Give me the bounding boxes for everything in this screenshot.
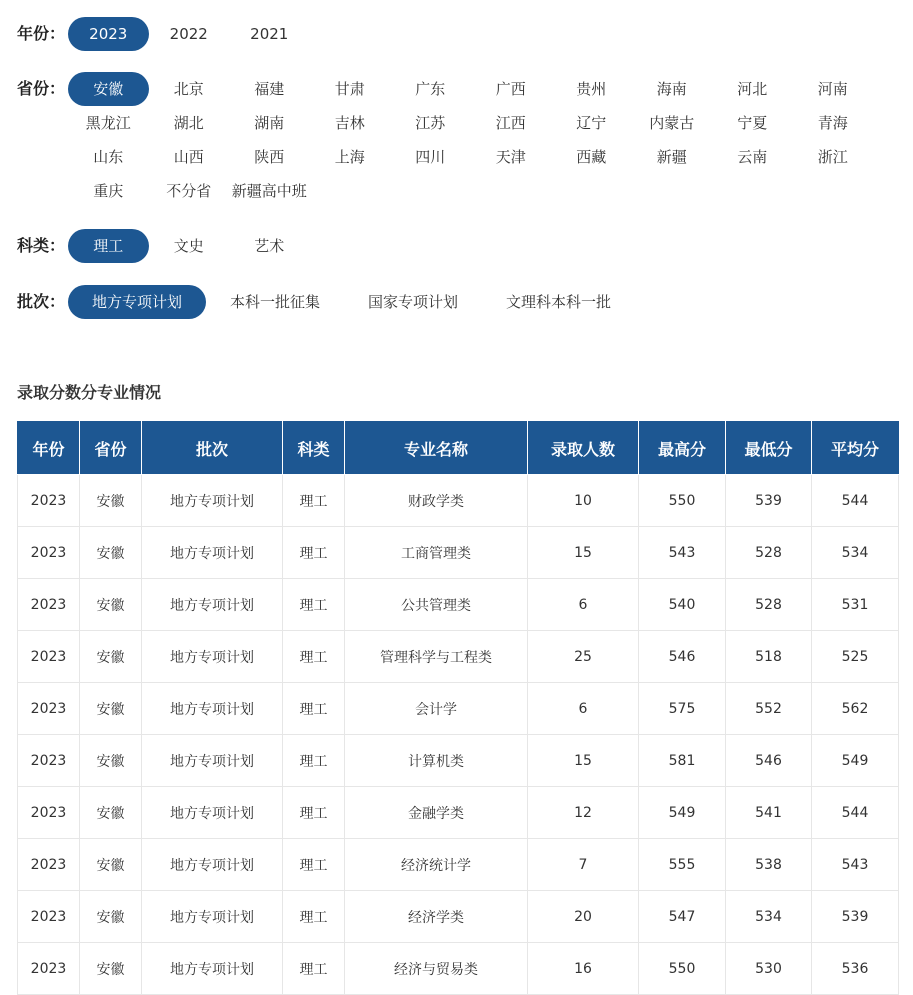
table-cell: 16	[528, 943, 639, 995]
table-cell: 理工	[283, 579, 345, 631]
table-cell: 550	[639, 475, 726, 527]
table-cell: 公共管理类	[345, 579, 528, 631]
table-cell: 理工	[283, 839, 345, 891]
year-option[interactable]: 2022	[169, 25, 208, 43]
table-cell: 2023	[18, 683, 80, 735]
province-option[interactable]: 河北	[737, 80, 768, 98]
table-cell: 2023	[18, 943, 80, 995]
table-cell: 539	[812, 891, 899, 943]
table-cell: 理工	[283, 943, 345, 995]
table-cell: 理工	[283, 631, 345, 683]
province-option[interactable]: 山东	[93, 148, 124, 166]
batch-option[interactable]: 国家专项计划	[368, 293, 459, 311]
table-cell: 549	[639, 787, 726, 839]
table-cell: 25	[528, 631, 639, 683]
province-option[interactable]: 新疆	[656, 148, 687, 166]
province-option[interactable]: 新疆高中班	[231, 182, 307, 200]
table-cell: 管理科学与工程类	[345, 631, 528, 683]
table-row	[18, 475, 899, 527]
province-option[interactable]: 青海	[817, 114, 848, 132]
batch-filter	[17, 285, 897, 319]
score-table	[17, 421, 899, 995]
table-cell: 547	[639, 891, 726, 943]
province-option[interactable]: 山西	[173, 148, 204, 166]
category-option[interactable]: 文史	[173, 237, 204, 255]
table-cell: 安徽	[80, 683, 142, 735]
table-cell: 541	[726, 787, 812, 839]
province-option[interactable]: 西藏	[576, 148, 607, 166]
table-cell: 经济与贸易类	[345, 943, 528, 995]
table-cell: 12	[528, 787, 639, 839]
table-cell: 534	[726, 891, 812, 943]
province-option[interactable]: 上海	[334, 148, 365, 166]
table-cell: 581	[639, 735, 726, 787]
table-cell: 530	[726, 943, 812, 995]
table-cell: 10	[528, 475, 639, 527]
table-cell: 财政学类	[345, 475, 528, 527]
province-option[interactable]: 宁夏	[737, 114, 768, 132]
table-cell: 安徽	[80, 787, 142, 839]
table-cell: 543	[812, 839, 899, 891]
table-cell: 计算机类	[345, 735, 528, 787]
section-title: 录取分数分专业情况	[17, 383, 162, 402]
table-cell: 2023	[18, 839, 80, 891]
table-cell: 518	[726, 631, 812, 683]
table-cell: 575	[639, 683, 726, 735]
province-option[interactable]: 不分省	[166, 182, 212, 200]
table-row	[18, 787, 899, 839]
table-cell: 安徽	[80, 839, 142, 891]
province-option[interactable]: 内蒙古	[649, 114, 695, 132]
table-cell: 安徽	[80, 735, 142, 787]
table-cell: 562	[812, 683, 899, 735]
table-cell: 安徽	[80, 579, 142, 631]
table-cell: 地方专项计划	[142, 683, 283, 735]
column-header: 平均分	[812, 422, 899, 475]
province-option[interactable]: 四川	[415, 148, 446, 166]
table-row	[18, 891, 899, 943]
table-cell: 544	[812, 787, 899, 839]
category-option[interactable]: 理工	[68, 229, 149, 263]
province-option[interactable]: 福建	[254, 80, 285, 98]
province-filter-label: 省份：	[17, 79, 66, 98]
table-row	[18, 527, 899, 579]
table-cell: 地方专项计划	[142, 839, 283, 891]
table-cell: 理工	[283, 475, 345, 527]
province-option[interactable]: 安徽	[68, 72, 149, 106]
table-cell: 安徽	[80, 475, 142, 527]
table-cell: 538	[726, 839, 812, 891]
province-option[interactable]: 广西	[495, 80, 526, 98]
batch-filter-label: 批次：	[17, 292, 66, 311]
table-body	[18, 475, 899, 995]
table-cell: 经济学类	[345, 891, 528, 943]
table-cell: 2023	[18, 891, 80, 943]
table-cell: 528	[726, 527, 812, 579]
province-option[interactable]: 浙江	[817, 148, 848, 166]
province-option[interactable]: 重庆	[93, 182, 124, 200]
category-option[interactable]: 艺术	[254, 237, 285, 255]
table-cell: 地方专项计划	[142, 943, 283, 995]
table-row	[18, 579, 899, 631]
table-cell: 会计学	[345, 683, 528, 735]
year-options	[68, 17, 897, 51]
column-header: 专业名称	[345, 422, 528, 475]
table-cell: 理工	[283, 683, 345, 735]
table-cell: 525	[812, 631, 899, 683]
batch-option[interactable]: 文理科本科一批	[506, 293, 612, 311]
table-cell: 15	[528, 527, 639, 579]
table-cell: 546	[639, 631, 726, 683]
column-header: 批次	[142, 422, 283, 475]
table-header-row	[18, 422, 899, 475]
table-cell: 552	[726, 683, 812, 735]
table-row	[18, 631, 899, 683]
table-cell: 2023	[18, 527, 80, 579]
year-option[interactable]: 2021	[250, 25, 289, 43]
table-cell: 546	[726, 735, 812, 787]
table-cell: 经济统计学	[345, 839, 528, 891]
table-cell: 地方专项计划	[142, 891, 283, 943]
year-filter-label: 年份：	[17, 24, 66, 43]
column-header: 省份	[80, 422, 142, 475]
province-option[interactable]: 海南	[656, 80, 687, 98]
batch-options	[68, 285, 897, 319]
column-header: 年份	[18, 422, 80, 475]
table-cell: 2023	[18, 631, 80, 683]
province-option[interactable]: 陕西	[254, 148, 285, 166]
table-cell: 6	[528, 579, 639, 631]
table-cell: 安徽	[80, 527, 142, 579]
table-cell: 549	[812, 735, 899, 787]
province-option[interactable]: 甘肃	[334, 80, 365, 98]
table-cell: 地方专项计划	[142, 475, 283, 527]
table-cell: 534	[812, 527, 899, 579]
province-option[interactable]: 辽宁	[576, 114, 607, 132]
column-header: 最低分	[726, 422, 812, 475]
table-row	[18, 943, 899, 995]
province-option[interactable]: 吉林	[334, 114, 365, 132]
table-cell: 安徽	[80, 631, 142, 683]
table-row	[18, 735, 899, 787]
table-cell: 20	[528, 891, 639, 943]
table-cell: 地方专项计划	[142, 527, 283, 579]
province-filter	[17, 72, 897, 208]
table-cell: 金融学类	[345, 787, 528, 839]
table-cell: 528	[726, 579, 812, 631]
province-option[interactable]: 湖北	[173, 114, 204, 132]
province-option[interactable]: 湖南	[254, 114, 285, 132]
province-option[interactable]: 云南	[737, 148, 768, 166]
province-option[interactable]: 黑龙江	[85, 114, 131, 132]
year-option[interactable]: 2023	[68, 17, 149, 51]
column-header: 最高分	[639, 422, 726, 475]
batch-option[interactable]: 地方专项计划	[68, 285, 206, 319]
table-row	[18, 683, 899, 735]
column-header: 录取人数	[528, 422, 639, 475]
table-cell: 555	[639, 839, 726, 891]
table-cell: 2023	[18, 579, 80, 631]
province-option[interactable]: 江苏	[415, 114, 446, 132]
table-cell: 地方专项计划	[142, 735, 283, 787]
province-option[interactable]: 天津	[495, 148, 526, 166]
table-cell: 地方专项计划	[142, 579, 283, 631]
table-cell: 工商管理类	[345, 527, 528, 579]
province-option[interactable]: 河南	[817, 80, 848, 98]
table-cell: 539	[726, 475, 812, 527]
province-option[interactable]: 北京	[173, 80, 204, 98]
table-cell: 15	[528, 735, 639, 787]
table-cell: 531	[812, 579, 899, 631]
batch-option[interactable]: 本科一批征集	[230, 293, 321, 311]
table-cell: 536	[812, 943, 899, 995]
table-cell: 安徽	[80, 891, 142, 943]
table-cell: 地方专项计划	[142, 631, 283, 683]
category-filter	[17, 229, 897, 263]
category-filter-label: 科类：	[17, 236, 66, 255]
province-options	[68, 72, 897, 208]
table-cell: 2023	[18, 735, 80, 787]
table-cell: 7	[528, 839, 639, 891]
table-cell: 理工	[283, 735, 345, 787]
table-cell: 理工	[283, 527, 345, 579]
year-filter	[17, 17, 897, 51]
column-header: 科类	[283, 422, 345, 475]
category-options	[68, 229, 897, 263]
table-cell: 540	[639, 579, 726, 631]
province-option[interactable]: 贵州	[576, 80, 607, 98]
province-option[interactable]: 广东	[415, 80, 446, 98]
table-cell: 6	[528, 683, 639, 735]
table-cell: 理工	[283, 891, 345, 943]
table-cell: 地方专项计划	[142, 787, 283, 839]
table-cell: 543	[639, 527, 726, 579]
table-row	[18, 839, 899, 891]
table-cell: 550	[639, 943, 726, 995]
table-cell: 理工	[283, 787, 345, 839]
table-cell: 2023	[18, 787, 80, 839]
province-option[interactable]: 江西	[495, 114, 526, 132]
table-cell: 安徽	[80, 943, 142, 995]
table-cell: 544	[812, 475, 899, 527]
table-cell: 2023	[18, 475, 80, 527]
